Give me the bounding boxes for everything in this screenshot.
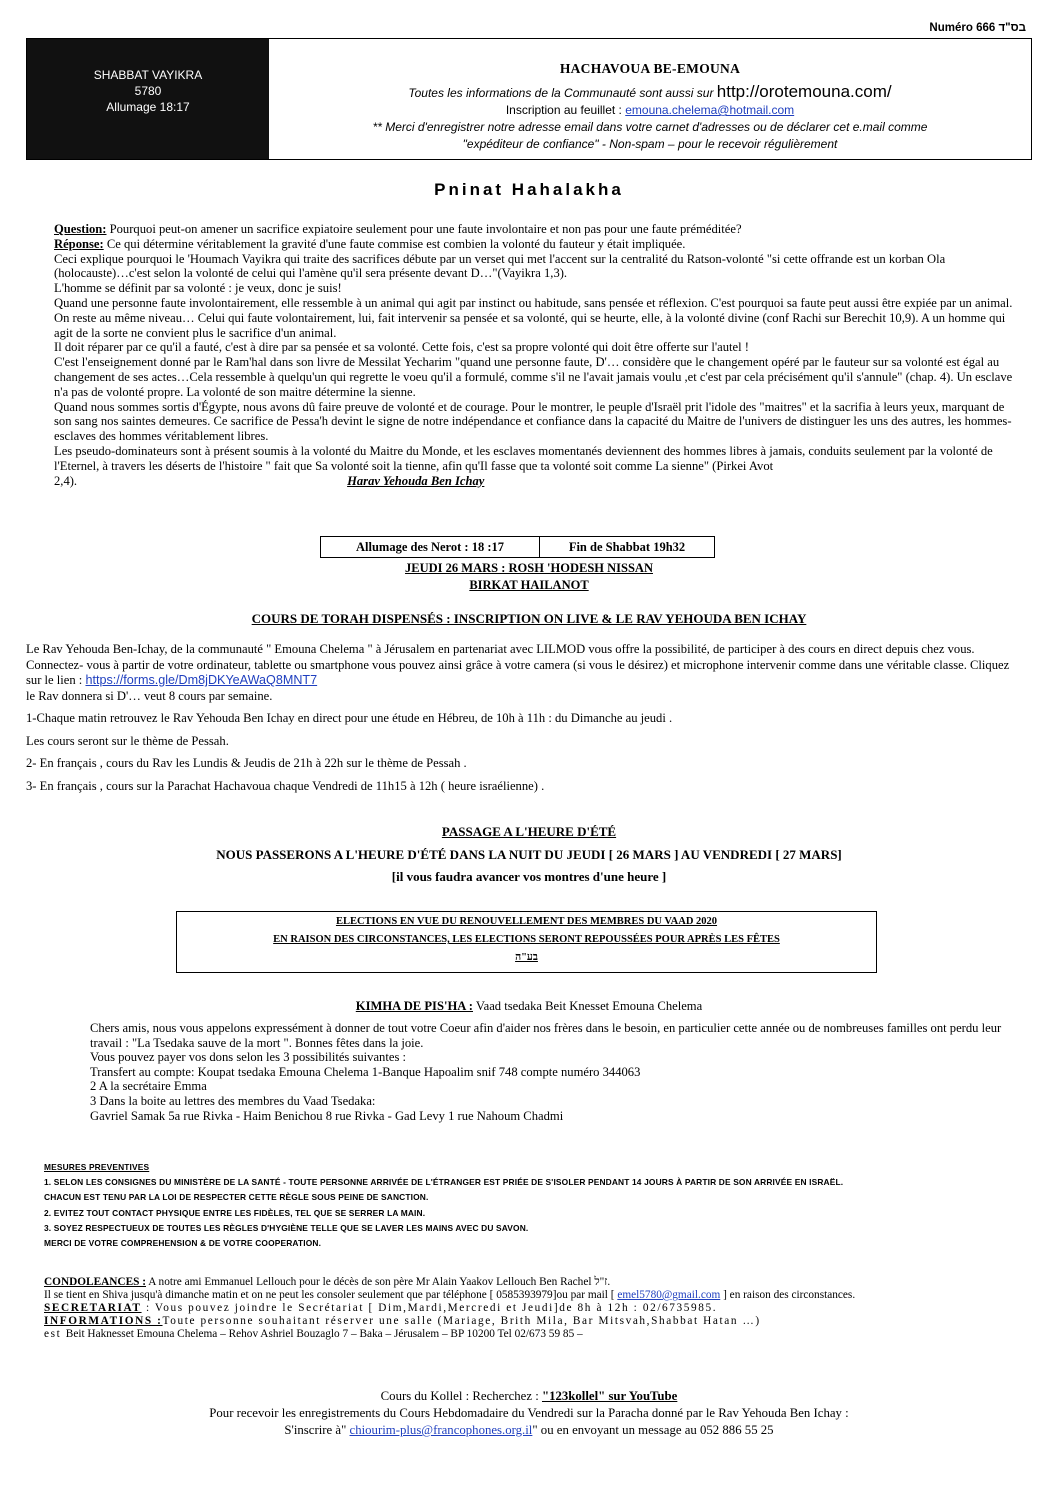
halakha-paragraph: Quand nous sommes sortis d'Égypte, nous avons dû faire preuve de volonté et de courage. Pour le montrer, le peuple d'Israël prit l'idole des "maitres" et la sacrifia à leurs yeux, marquant de son sang nos saintes demeures. Ce sacrifice de Pessa'h devint le signe de notre indépendance et confiance dans la capacité du Maitre de l'univers de distinguer les uns des autres, les hommes-esclaves des hommes véritablement libres.: [54, 399, 1012, 444]
condoleances-text: A notre ami Emmanuel Lellouch pour le décès de son père Mr Alain Yaakov Lellouch Ben Rachel ז"ל.: [146, 1276, 611, 1288]
cours-item-1: 1-Chaque matin retrouvez le Rav Yehouda Ben Ichay en direct pour une étude en Hébreu, de 10h à 11h : du Dimanche au jeudi .: [26, 711, 673, 725]
header-parasha: SHABBAT VAYIKRA: [93, 68, 203, 82]
event-rosh-hodesh: [0, 561, 1058, 576]
address-line: [44, 1328, 1034, 1341]
mesures-title: [44, 1160, 1034, 1175]
shabbat-times-box: [320, 536, 715, 558]
halakha-paragraph: Quand une personne faute involontairement, elle ressemble à un animal qui agit par instinct ou habitude, sans pensée et réflexion. C'est pourquoi sa faute peut aussi être expiée par un animal. On reste au même niveau… Celui qui faute volontairement, lui, fait intervenir sa pensée et sa volonté, qui se heurte, elle, à la volonté divine (conf Rachi sur Berechit 10,9). A un homme qui agit de la sorte ne convient plus le sacrifice d'un animal.: [54, 295, 1013, 340]
website-link[interactable]: http://orotemouna.com/: [716, 82, 892, 101]
header-note-line1: ** Merci d'enregistrer notre adresse email dans votre carnet d'adresses ou de déclarer cet e.mail comme: [372, 120, 928, 134]
kimha-title: KIMHA DE PIS'HA :: [355, 999, 473, 1013]
kimha-paragraph: Chers amis, nous vous appelons expressément à donner de tout votre Coeur afin d'aider nos frères dans le besoin, en particulier cette année ou de nombreuses familles ont perdu leur travail : "La Tsedaka sauve de la mort ". Bonnes fêtes dans la joie.: [90, 1021, 1002, 1050]
mesures-line: CHACUN EST TENU PAR LA LOI DE RESPECTER CETTE RÈGLE SOUS PEINE DE SANCTION.: [44, 1192, 429, 1203]
header-info-prefix: Toutes les informations de la Communauté sont aussi sur: [408, 86, 717, 100]
kollel-section: [0, 1388, 1058, 1439]
address-prefix: est: [44, 1328, 66, 1340]
header-note-line2: "expéditeur de confiance" - Non-spam – pour le recevoir régulièrement: [462, 137, 838, 151]
notices-section: [44, 1276, 1034, 1341]
condoleances-email-link[interactable]: emel5780@gmail.com: [617, 1289, 721, 1301]
cours-item-2: 2- En français , cours du Rav les Lundis & Jeudis de 21h à 22h sur le thème de Pessah .: [26, 756, 467, 770]
kollel-subscribe-prefix: S'inscrire à": [284, 1423, 350, 1437]
condoleances-label: CONDOLEANCES :: [44, 1276, 146, 1288]
informations-line: [44, 1315, 1034, 1328]
fin-shabbat-time: Fin de Shabbat 19h32: [568, 539, 686, 554]
header-inscription-line: [269, 102, 1031, 119]
author-signature: Harav Yehouda Ben Ichay: [347, 473, 485, 488]
answer-label: Réponse:: [54, 236, 104, 251]
elections-line-2: EN RAISON DES CIRCONSTANCES, LES ELECTIONS SERONT REPOUSSÉES POUR APRÈS LES FÊTES: [273, 934, 780, 945]
kollel-subscribe-suffix: " ou en envoyant un message au 052 886 55 25: [532, 1423, 774, 1437]
header-allumage: Allumage 18:17: [106, 100, 190, 114]
header-year: 5780: [134, 84, 162, 98]
kollel-line-1: [0, 1388, 1058, 1405]
halakha-paragraph: Il doit réparer par ce qu'il a fauté, c'est à dire par sa pensée et sa volonté. Cette fois, c'est sa propre volonté qui doit être offerte sur l'autel !: [54, 340, 749, 355]
event-rosh-hodesh-text: JEUDI 26 MARS : ROSH 'HODESH NISSAN: [405, 561, 653, 575]
cours-count: le Rav donnera si D'… veut 8 cours par semaine.: [26, 688, 273, 703]
cours-title-text: COURS DE TORAH DISPENSÉS : INSCRIPTION ON LIVE & LE RAV YEHOUDA BEN ICHAY: [251, 611, 807, 626]
mesures-title-text: MESURES PREVENTIVES: [44, 1162, 150, 1172]
halakha-paragraph: C'est l'enseignement donné par le Ram'hal dans son livre de Messilat Yecharim "quand une personne faute, D'… considère que le changement opéré par le fauteur sur sa volonté est égal au changement de ses actes…Cela ressemble à quelqu'un qui regrette le voeu qu'il a formulé, comme s'il ne l'avait jamais voulu ,et c'est par cela précisément qu'il s'annule" (chap. 4). Un esclave n'a pas de volonté propre. La volonté de son maitre détermine la sienne.: [54, 355, 1013, 399]
kollel-email-link[interactable]: chiourim-plus@francophones.org.il: [349, 1423, 533, 1437]
informations-label: INFORMATIONS :: [44, 1315, 163, 1327]
elections-line-3: בע"ה: [515, 952, 538, 963]
question-text: Pourquoi peut-on amener un sacrifice expiatoire seulement pour une faute involontaire et non pas pour une faute préméditée?: [106, 222, 742, 236]
elections-line-1: ELECTIONS EN VUE DU RENOUVELLEMENT DES MEMBRES DU VAAD 2020: [335, 916, 718, 927]
issue-number: Numéro 666 בס"ד: [929, 22, 1026, 34]
cours-intro: [26, 642, 1026, 689]
kimha-heading: [0, 999, 1058, 1014]
mesures-line: 1. SELON LES CONSIGNES DU MINISTÈRE DE LA SANTÉ - TOUTE PERSONNE ARRIVÉE DE L'ÉTRANGER EST PRIÉE DE S'ISOLER PENDANT 14 JOURS À PARTIR DE SON ARRIVÉE EN ISRAËL.: [44, 1177, 844, 1188]
halakha-paragraph-text: Les pseudo-dominateurs sont à présent soumis à la volonté du Maitre du Monde, et les esclaves momentanés deviennent des hommes libres à jamais, conduits seulement par la volonté de l'Eternel, à travers les déserts de l'histoire " fait que Sa volonté soit la tienne, afin qu'Il fasse que ta volonté soit comme La sienne" (Pirkei Avot 2,4).: [54, 443, 993, 488]
kimha-section: [90, 1021, 1030, 1123]
header-info-block: [269, 39, 1031, 159]
condoleances-contact: [44, 1289, 1034, 1302]
halakha-paragraph: L'homme se définit par sa volonté : je veux, donc je suis!: [54, 281, 342, 296]
cours-registration-link[interactable]: https://forms.gle/Dm8jDKYeAWaQ8MNT7: [85, 673, 318, 687]
header-shabbat-block: [27, 39, 269, 159]
informations-text: Toute personne souhaitant réserver une salle (Mariage, Brith Mila, Bar Mitsvah,Shabbat Hatan …): [162, 1315, 761, 1327]
cours-title: [0, 611, 1058, 627]
section-title-pninat: Pninat Hahalakha: [434, 180, 624, 199]
kimha-paragraph: Gavriel Samak 5a rue Rivka - Haim Benichou 8 rue Rivka - Gad Levy 1 rue Nahoum Chadmi: [90, 1108, 564, 1123]
header-box: [26, 38, 1032, 160]
question-line: [54, 222, 1014, 237]
condoleances-contact-suffix: ] en raison des circonstances.: [720, 1289, 856, 1301]
elections-box: [176, 911, 877, 973]
secretariat-label: SECRETARIAT: [44, 1302, 142, 1314]
cours-intro-text: Le Rav Yehouda Ben-Ichay, de la communauté " Emouna Chelema " à Jérusalem en partenariat avec LILMOD vous offre la possibilité, de participer à des cours en direct depuis chez vous. Connectez- vous à partir de votre ordinateur, tablette ou smartphone vous pouvez ainsi grâce à votre camera (si vous le désirez) et microphone intervenir comme dans une véritable classe. Cliquez sur le lien :: [26, 642, 1010, 687]
condoleances-line: [44, 1276, 1034, 1289]
halakha-article: [54, 222, 1014, 488]
inscription-prefix: Inscription au feuillet :: [505, 103, 626, 117]
passage-note: [il vous faudra avancer vos montres d'une heure ]: [391, 869, 667, 884]
event-birkat: [0, 578, 1058, 593]
halakha-paragraph: Ceci explique pourquoi le 'Houmach Vayikra qui traite des sacrifices débute par un verset qui met l'accent sur la centralité du Ratson-volonté "si cette offrande est un korban Ola (holocauste)…c'est selon la volonté de celui qui l'amène qu'il sera présente devant D…"(Vayikra 1,3).: [54, 251, 946, 281]
kimha-paragraph: 3 Dans la boite au lettres des membres du Vaad Tsedaka:: [90, 1093, 376, 1108]
header-info-line: [269, 83, 1031, 102]
mesures-section: [44, 1160, 1034, 1251]
allumage-time: Allumage des Nerot : 18 :17: [321, 537, 540, 557]
kimha-paragraph: Vous pouvez payer vos dons selon les 3 possibilités suivantes :: [90, 1050, 406, 1065]
secretariat-text: : Vous pouvez joindre le Secrétariat [ Dim,Mardi,Mercredi et Jeudi]de 8h à 12h : 02/6735985.: [141, 1302, 718, 1314]
condoleances-contact-text: Il se tient en Shiva jusqu'à dimanche matin et on ne peut les consoler seulement que par téléphone [ 0585393979]ou par mail [: [44, 1289, 618, 1301]
kollel-prefix: Cours du Kollel : Recherchez :: [380, 1389, 542, 1403]
answer-text: Ce qui détermine véritablement la gravité d'une faute commise est combien la volonté du fauteur y était impliquée.: [103, 236, 686, 251]
secretariat-line: [44, 1302, 1034, 1315]
answer-line: [54, 237, 1014, 252]
newsletter-title: HACHAVOUA BE-EMOUNA: [559, 61, 741, 76]
event-birkat-text: BIRKAT HAILANOT: [469, 578, 589, 592]
kimha-subtitle: Vaad tsedaka Beit Knesset Emouna Chelema: [473, 999, 703, 1013]
cours-item-3: 3- En français , cours sur la Parachat Hachavoua chaque Vendredi de 11h15 à 12h ( heure israélienne) .: [26, 778, 545, 793]
kollel-youtube: "123kollel" sur YouTube: [541, 1389, 678, 1403]
passage-title-text: PASSAGE A L'HEURE D'ÉTÉ: [441, 824, 617, 839]
mesures-line: 3. SOYEZ RESPECTUEUX DE TOUTES LES RÈGLES D'HYGIÈNE TELLE QUE SE LAVER LES MAINS AVEC DU SAVON.: [44, 1222, 529, 1233]
question-label: Question:: [54, 222, 107, 236]
mesures-line: MERCI DE VOTRE COMPREHENSION & DE VOTRE COOPERATION.: [44, 1238, 322, 1249]
passage-title: [0, 824, 1058, 840]
cours-theme: Les cours seront sur le thème de Pessah.: [26, 733, 229, 748]
mesures-line: 2. EVITEZ TOUT CONTACT PHYSIQUE ENTRE LES FIDÈLES, TEL QUE SE SERRER LA MAIN.: [44, 1207, 426, 1218]
inscription-email-link[interactable]: emouna.chelema@hotmail.com: [625, 103, 795, 117]
kollel-line-2: Pour recevoir les enregistrements du Cours Hebdomadaire du Vendredi sur la Paracha donné par le Rav Yehouda Ben Ichay :: [209, 1406, 849, 1420]
kollel-line-3: [0, 1422, 1058, 1439]
cours-section: [26, 642, 1026, 794]
kimha-paragraph: Transfert au compte: Koupat tsedaka Emouna Chelema 1-Banque Hapoalim snif 748 compte numéro 344063: [90, 1064, 641, 1079]
halakha-paragraph-last: [54, 444, 1014, 488]
address-text: Beit Haknesset Emouna Chelema – Rehov Ashriel Bouzaglo 7 – Baka – Jérusalem – BP 10200 Tel 02/673 59 85 –: [65, 1328, 583, 1340]
passage-line: NOUS PASSERONS A L'HEURE D'ÉTÉ DANS LA NUIT DU JEUDI [ 26 MARS ] AU VENDREDI [ 27 MARS]: [216, 847, 842, 862]
kimha-paragraph: 2 A la secrétaire Emma: [90, 1079, 207, 1094]
